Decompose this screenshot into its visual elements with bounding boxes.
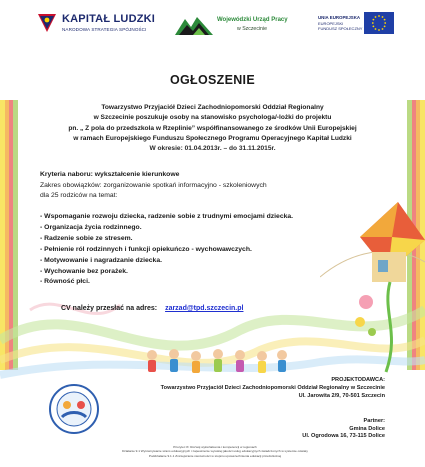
organizer-label: PROJEKTODAWCA: (331, 377, 385, 383)
list-item: - Organizacja życia rodzinnego. (40, 223, 142, 231)
requirements-block (40, 170, 370, 202)
partner-address: Ul. Ogrodowa 16, 73-115 Dolice (302, 433, 385, 440)
eu-line3: FUNDUSZ SPOŁECZNY (318, 26, 363, 31)
organizer-address: Ul. Jarowita 2/9, 70-501 Szczecin (298, 392, 385, 399)
kapital-ludzki-mark-icon (36, 12, 58, 36)
cv-email-link[interactable]: zarzad@tpd.szczecin.pl (165, 305, 244, 312)
fine-print-line: Priorytet IX: Rozwój wykształcenia i kompetencji w regionach (173, 445, 257, 449)
intro-line: w Szczecinie poszukuje osoby na stanowisko psychologa/-lożki do projektu (93, 114, 332, 122)
fine-print-line: Działanie 9.1 Wyrównywanie szans edukacyjnych i zapewnienie wysokiej jakości usług edukacyjnych świadczonych w systemie oświaty (122, 449, 308, 454)
list-item: - Pełnienie ról rodzinnych i funkcji opiekuńczo - wychowawczych. (40, 245, 252, 253)
wup-name: Wojewódzki Urząd Pracy (217, 17, 288, 23)
partner-name: Gmina Dolice (349, 425, 385, 432)
notice-intro (40, 103, 385, 154)
eu-line2: EUROPEJSKI (318, 21, 344, 26)
kapital-ludzki-name: KAPITAŁ LUDZKI (62, 13, 156, 25)
eu-line1: UNIA EUROPEJSKA (318, 15, 361, 20)
partner-block (185, 418, 385, 441)
fine-print (20, 445, 410, 458)
children-illustration (140, 345, 290, 379)
list-item: - Motywowanie i nagradzanie dziecka. (40, 256, 162, 264)
requirements-label: Kryteria naboru: wykształcenie kierunkowe (40, 171, 180, 178)
topics-list (40, 212, 360, 288)
cv-label: CV należy przesłać na adres: (61, 305, 158, 312)
list-item: - Równość płci. (40, 278, 90, 286)
cv-line (61, 305, 243, 312)
eu-flag-icon (364, 12, 394, 34)
partner-label: Partner: (363, 418, 385, 424)
notice-title: OGŁOSZENIE (170, 73, 255, 87)
list-item: - Radzenie sobie ze stresem. (40, 234, 133, 242)
organizer-block (85, 377, 385, 400)
intro-line: pn. „ Z pola do przedszkola w Rzeplinie” współfinansowanego ze środków Unii Europejskiej (68, 124, 357, 132)
list-item: - Wychowanie bez porażek. (40, 267, 128, 275)
fine-print-line: Poddziałanie 9.1.1 Zmniejszanie nierówności w stopniu upowszechnienia edukacji przedszkolnej (148, 453, 282, 458)
logo-bar (0, 0, 425, 45)
wup-logo (175, 14, 295, 38)
list-item: - Wspomaganie rozwoju dziecka, radzenie sobie z trudnymi emocjami dziecka. (40, 213, 294, 220)
intro-line: Towarzystwo Przyjaciół Dzieci Zachodniopomorski Oddział Regionalny (101, 104, 324, 111)
eu-logo (318, 12, 394, 36)
organizer-name: Towarzystwo Przyjaciół Dzieci Zachodniopomorski Oddział Regionalny w Szczecinie (160, 384, 385, 391)
kapital-ludzki-logo (36, 12, 168, 38)
duties-line: Zakres obowiązków: zorganizowanie spotkań informacyjno - szkoleniowych (40, 181, 267, 189)
duties-line: dla 25 rodziców na temat: (40, 192, 118, 199)
intro-line: w ramach Europejskiego Funduszu Społecznego Programu Operacyjnego Kapitał Ludzki (73, 134, 352, 142)
project-period: W okresie: 01.04.2013r. – do 31.11.2015r. (149, 145, 276, 153)
wup-mark-icon (175, 15, 213, 35)
wup-city: w Szczecinie (237, 26, 267, 32)
kapital-ludzki-subtitle: NARODOWA STRATEGIA SPÓJNOŚCI (62, 27, 147, 32)
